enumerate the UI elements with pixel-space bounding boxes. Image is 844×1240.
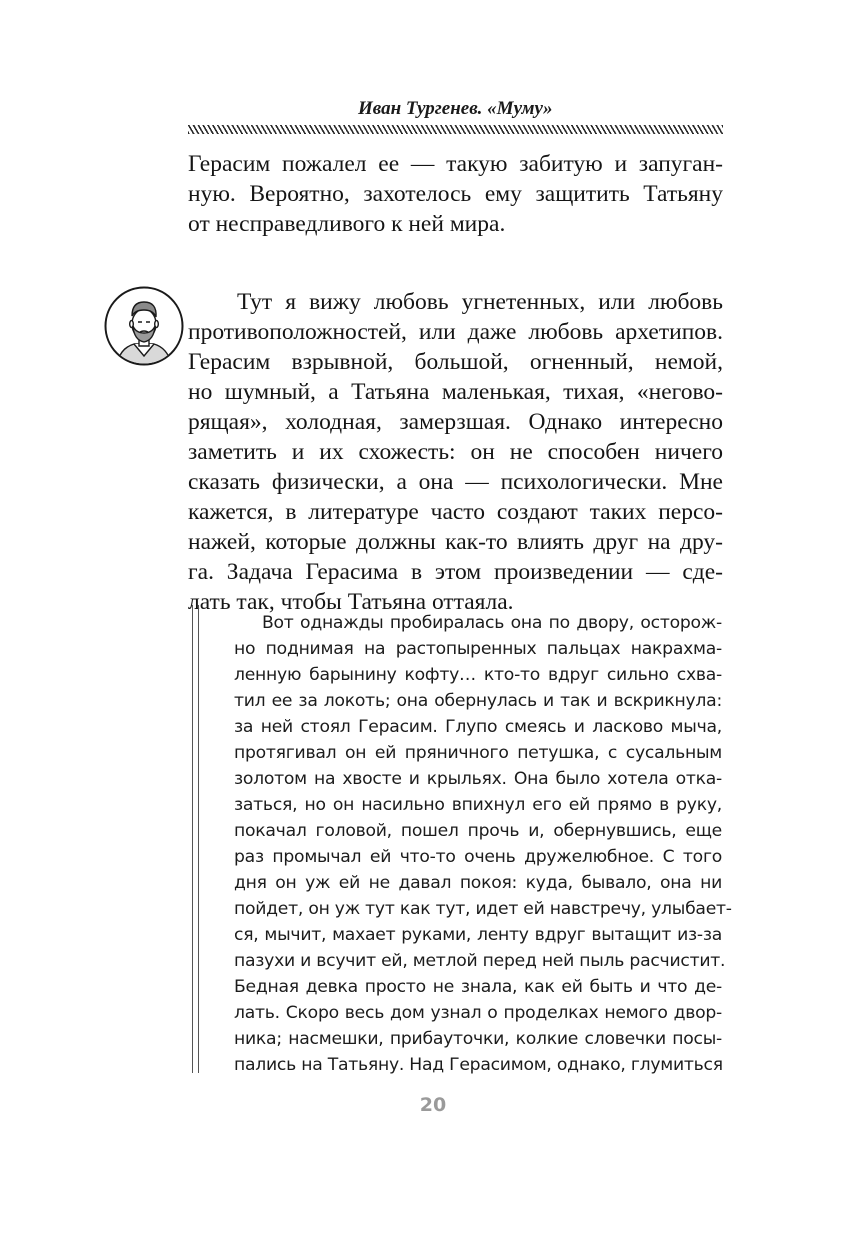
quote-line: лать. Скоро весь дом узнал о проделках немого двор-	[234, 1003, 722, 1023]
quote-line: золотом на хвосте и крыльях. Она было хотела отка-	[234, 769, 722, 789]
intro-line: ную. Вероятно, захотелось ему защитить Татьяну	[188, 181, 723, 207]
page-number: 20	[419, 1094, 447, 1116]
commentary-line: га. Задача Герасима в этом произведении — сде-	[188, 559, 723, 585]
commentary-line: но шумный, а Татьяна маленькая, тихая, «негово-	[188, 379, 723, 405]
running-header-title: Иван Тургенев. «Муму»	[358, 98, 553, 119]
author-avatar-icon	[104, 286, 184, 366]
quote-line: протягивал он ей пряничного петушка, с сусальным	[234, 743, 722, 763]
quote-line: покачал головой, пошел прочь и, обернувшись, еще	[234, 821, 722, 841]
commentary-line: кажется, в литературе часто создают таких персо-	[188, 499, 723, 525]
quote-line: пались на Татьяну. Над Герасимом, однако, глумиться	[234, 1055, 723, 1075]
quote-line: ленную барынину кофту… кто-то вдруг сильно схва-	[234, 665, 722, 685]
quote-line: пойдет, он уж тут как тут, идет ей навстречу, улыбает-	[234, 899, 732, 919]
quote-line: но поднимая на растопыренных пальцах накрахма-	[234, 639, 722, 659]
quote-line: Бедная девка просто не знала, как ей быть и что де-	[234, 977, 722, 997]
intro-line: Герасим пожалел ее — такую забитую и запуган-	[188, 151, 723, 177]
commentary-line: Герасим взрывной, большой, огненный, немой,	[188, 349, 723, 375]
quote-line: ника; насмешки, прибауточки, колкие словечки посы-	[234, 1029, 722, 1049]
header-hatched-rule	[188, 125, 723, 134]
quote-line: дня он уж ей не давал покоя: куда, бывало, она ни	[234, 873, 722, 893]
quote-line: Вот однажды пробиралась она по двору, осторож-	[262, 613, 722, 633]
quote-line: тил ее за локоть; она обернулась и так и вскрикнула:	[234, 691, 722, 711]
commentary-line: сказать физически, а она — психологически. Мне	[188, 469, 723, 495]
quote-line: ся, мычит, махает руками, ленту вдруг вытащит из-за	[234, 925, 722, 945]
quote-line: заться, но он насильно впихнул его ей прямо в руку,	[234, 795, 722, 815]
commentary-line: лать так, чтобы Татьяна оттаяла.	[188, 589, 514, 615]
quote-line: за ней стоял Герасим. Глупо смеясь и ласково мыча,	[234, 717, 722, 737]
commentary-line: нажей, которые должны как-то влиять друг на дру-	[188, 529, 723, 555]
commentary-line: Тут я вижу любовь угнетенных, или любовь	[237, 289, 723, 315]
quote-double-bar	[192, 605, 199, 1073]
intro-line: от несправедливого к ней мира.	[188, 211, 506, 237]
commentary-line: заметить и их схожесть: он не способен ничего	[188, 439, 723, 465]
quote-line: раз промычал ей что-то очень дружелюбное. С того	[234, 847, 722, 867]
quote-line: пазухи и всучит ей, метлой перед ней пыль расчистит.	[234, 951, 726, 971]
commentary-line: рящая», холодная, замерзшая. Однако интересно	[188, 409, 723, 435]
commentary-line: противоположностей, или даже любовь архетипов.	[188, 319, 723, 345]
